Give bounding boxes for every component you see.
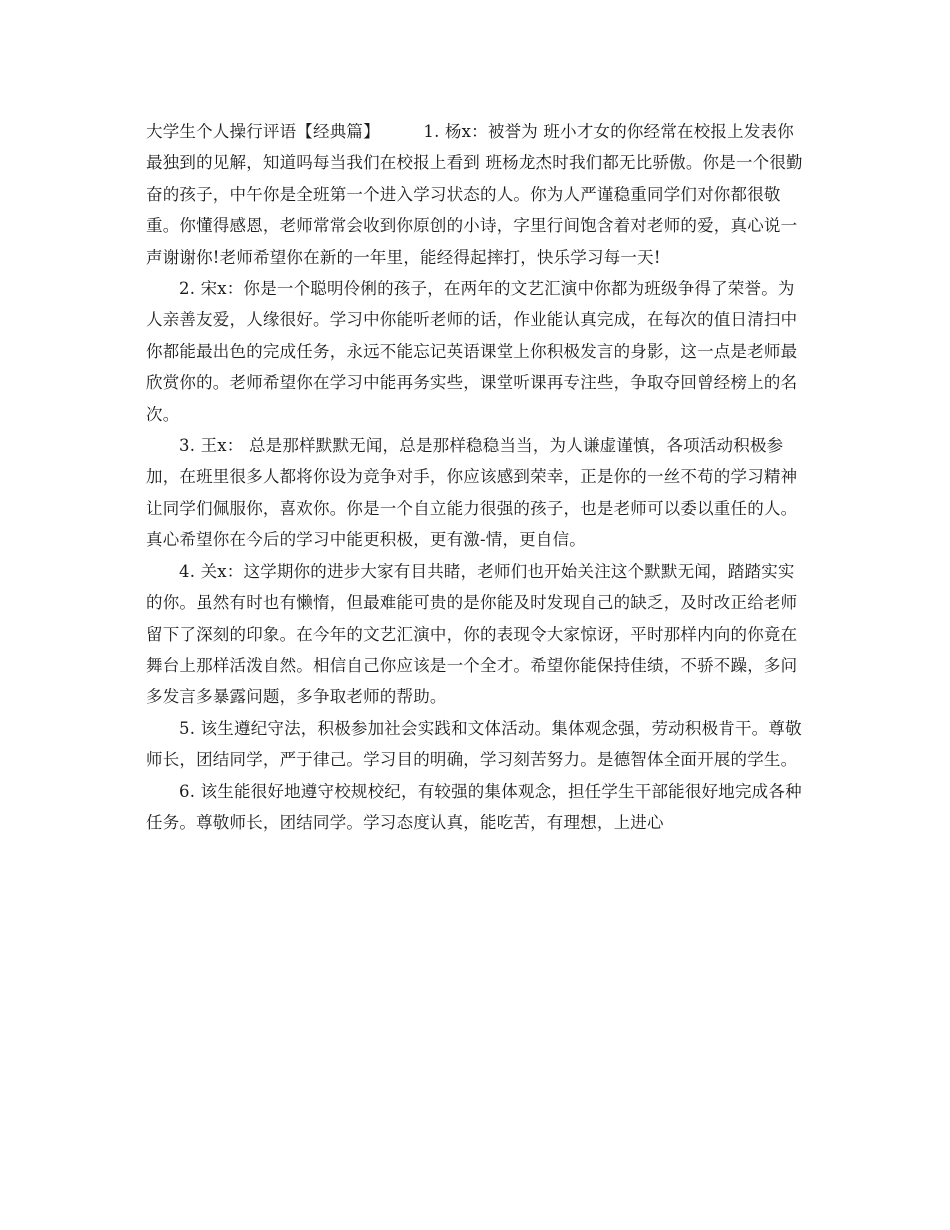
- paragraph-1: [146, 116, 806, 273]
- paragraph-4: 4. 关x：这学期你的进步大家有目共睹，老师们也开始关注这个默默无闻，踏踏实实的你。虽然有时也有懒惰，但最难能可贵的是你能及时发现自己的缺乏，及时改正给老师留下了深刻的印象。在今年的文艺汇演中，你的表现令大家惊讶，平时那样内向的你竟在舞台上那样活泼自然。相信自己你应该是一个全才。希望你能保持佳绩，不骄不躁，多问多发言多暴露问题，多争取老师的帮助。: [146, 561, 798, 707]
- paragraph-2: 2. 宋x：你是一个聪明伶俐的孩子，在两年的文艺汇演中你都为班级争得了荣誉。为人亲善友爱，人缘很好。学习中你能听老师的话，作业能认真完成，在每次的值日清扫中你都能最出色的完成任务，永远不能忘记英语课堂上你积极发言的身影，这一点是老师最欣赏你的。老师希望你在学习中能再务实些，课堂听课再专注些，争取夺回曾经榜上的名次。: [146, 279, 798, 424]
- paragraph-3: 3. 王x： 总是那样默默无闻，总是那样稳稳当当，为人谦虚谨慎，各项活动积极参加，在班里很多人都将你设为竞争对手，你应该感到荣幸，正是你的一丝不苟的学习精神让同学们佩服你，喜欢你。你是一个自立能力很强的孩子，也是老师可以委以重任的人。真心希望你在今后的学习中能更积极，更有激-情，更自信。: [146, 436, 798, 550]
- paragraph-5: 5. 该生遵纪守法，积极参加社会实践和文体活动。集体观念强，劳动积极肯干。尊敬师长，团结同学，严于律己。学习目的明确，学习刻苦努力。是德智体全面开展的学生。: [146, 718, 802, 770]
- paragraph-6: 6. 该生能很好地遵守校规校纪，有较强的集体观念，担任学生干部能很好地完成各种任务。尊敬师长，团结同学。学习态度认真，能吃苦，有理想，上进心: [146, 781, 802, 832]
- document-title: 大学生个人操行评语【经典篇】: [146, 122, 380, 141]
- document-body: [146, 116, 806, 838]
- paragraph-1-text: 1. 杨x：被誉为 班小才女的你经常在校报上发表你最独到的见解，知道吗每当我们在校报上看到 班杨龙杰时我们都无比骄傲。你是一个很勤奋的孩子，中午你是全班第一个进入学习状态的人。你为人严谨稳重同学们对你都很敬重。你懂得感恩，老师常常会收到你原创的小诗，字里行间饱含着对老师的爱，真心说一声谢谢你!老师希望你在新的一年里，能经得起摔打，快乐学习每一天!: [146, 122, 803, 267]
